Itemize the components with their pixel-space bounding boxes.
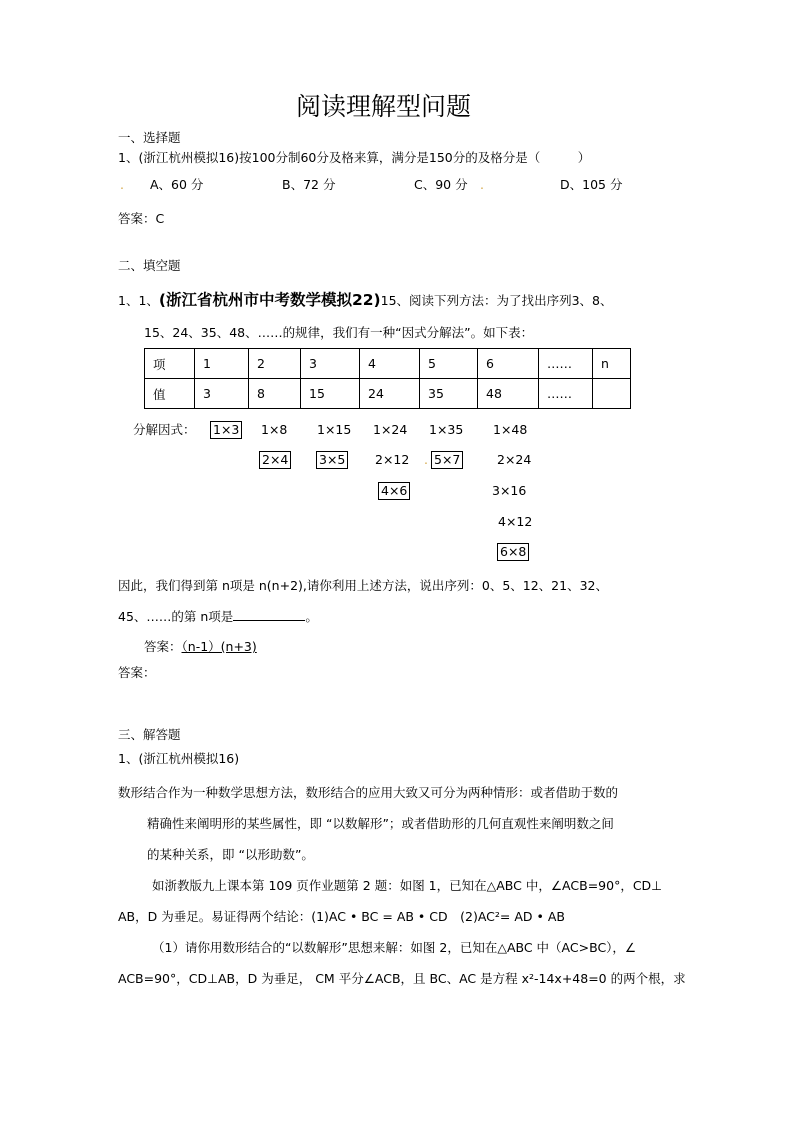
factor-boxed: 3×5 (316, 451, 348, 469)
factor-boxed: 1×3 (210, 421, 242, 439)
table-cell: …… (539, 379, 593, 409)
conclusion-line (118, 608, 318, 625)
table-cell: n (593, 349, 631, 379)
option-a: A、60 分 (150, 177, 204, 192)
table-cell: 3 (301, 349, 360, 379)
conclusion-end: 。 (305, 609, 318, 624)
answer-text: 答案：C (118, 211, 165, 226)
section-heading-choice: 一、选择题 (118, 130, 181, 145)
question-prefix: 1、1、 (118, 293, 159, 308)
question-text: 15、阅读下列方法：为了找出序列3、8、 (380, 293, 613, 308)
table-cell: 4 (360, 349, 420, 379)
bullet-dot: . (120, 177, 124, 192)
factor-item: 1×15 (317, 422, 352, 437)
table-cell: 15 (301, 379, 360, 409)
table-row (145, 379, 631, 409)
table-row (145, 349, 631, 379)
factor-item: 1×35 (429, 422, 464, 437)
factor-item: 4×12 (498, 514, 533, 529)
question-line (118, 290, 612, 311)
table-cell: 48 (478, 379, 539, 409)
option-c: C、90 分 (414, 177, 468, 192)
sequence-table (144, 348, 631, 409)
paragraph-line: 如浙教版九上课本第 109 页作业题第 2 题：如图 1，已知在△ABC 中，∠ACB=90°，CD⊥ (152, 878, 663, 893)
factor-boxed: 4×6 (378, 482, 410, 500)
bullet-dot: . (424, 452, 428, 467)
table-cell: 值 (145, 379, 195, 409)
factor-item: 2×24 (497, 452, 532, 467)
answer-label: 答案： (144, 639, 182, 654)
section-heading-fill: 二、填空题 (118, 258, 181, 273)
paragraph-line: 数形结合作为一种数学思想方法，数形结合的应用大致又可分为两种情形：或者借助于数的 (118, 785, 619, 800)
answer-blank (233, 608, 305, 621)
table-cell: …… (539, 349, 593, 379)
factor-label: 分解因式： (133, 422, 196, 437)
factor-boxed: 5×7 (431, 451, 463, 469)
table-cell: 1 (195, 349, 249, 379)
page-title: 阅读理解型问题 (296, 92, 472, 121)
factor-boxed: 6×8 (497, 543, 529, 561)
question-head: 1、(浙江杭州模拟16) (118, 751, 240, 766)
option-d: D、105 分 (560, 177, 623, 192)
table-cell: 6 (478, 349, 539, 379)
question-source: (浙江省杭州市中考数学模拟22) (158, 291, 381, 309)
table-cell (593, 379, 631, 409)
answer-value: （n-1）(n+3) (181, 639, 257, 654)
conclusion-text: 45、……的第 n项是 (118, 609, 234, 624)
conclusion-line: 因此，我们得到第 n项是 n(n+2),请你利用上述方法，说出序列：0、5、12、21、32、 (118, 578, 608, 593)
factor-boxed: 2×4 (259, 451, 291, 469)
table-cell: 35 (420, 379, 478, 409)
paragraph-line: AB，D 为垂足。易证得两个结论：(1)AC • BC = AB • CD (2)AC²= AD • AB (118, 909, 565, 924)
answer-line (144, 639, 257, 655)
factor-item: 3×16 (492, 483, 527, 498)
bullet-dot: . (480, 177, 484, 192)
factor-item: 1×8 (261, 422, 288, 437)
question-text: 1、(浙江杭州模拟16)按100分制60分及格来算，满分是150分的及格分是（ ） (118, 150, 591, 165)
paragraph-line: 的某种关系，即 “以形助数”。 (147, 847, 314, 862)
factor-item: 2×12 (375, 452, 410, 467)
table-cell: 项 (145, 349, 195, 379)
answer-label: 答案： (118, 665, 156, 680)
paragraph-line: （1）请你用数形结合的“以数解形”思想来解：如图 2，已知在△ABC 中（AC>BC），∠ (152, 940, 637, 955)
table-cell: 3 (195, 379, 249, 409)
paragraph-line: 精确性来阐明形的某些属性，即 “以数解形”；或者借助形的几何直观性来阐明数之间 (147, 816, 614, 831)
table-cell: 2 (249, 349, 301, 379)
factor-item: 1×48 (493, 422, 528, 437)
table-cell: 24 (360, 379, 420, 409)
paragraph-line: ACB=90°，CD⊥AB，D 为垂足， CM 平分∠ACB，且 BC、AC 是方程 x²-14x+48=0 的两个根，求 (118, 971, 686, 986)
section-heading-solve: 三、解答题 (118, 727, 181, 742)
table-cell: 5 (420, 349, 478, 379)
factor-item: 1×24 (373, 422, 408, 437)
option-b: B、72 分 (282, 177, 336, 192)
question-line: 15、24、35、48、……的规律，我们有一种“因式分解法”。如下表： (144, 325, 534, 340)
table-cell: 8 (249, 379, 301, 409)
